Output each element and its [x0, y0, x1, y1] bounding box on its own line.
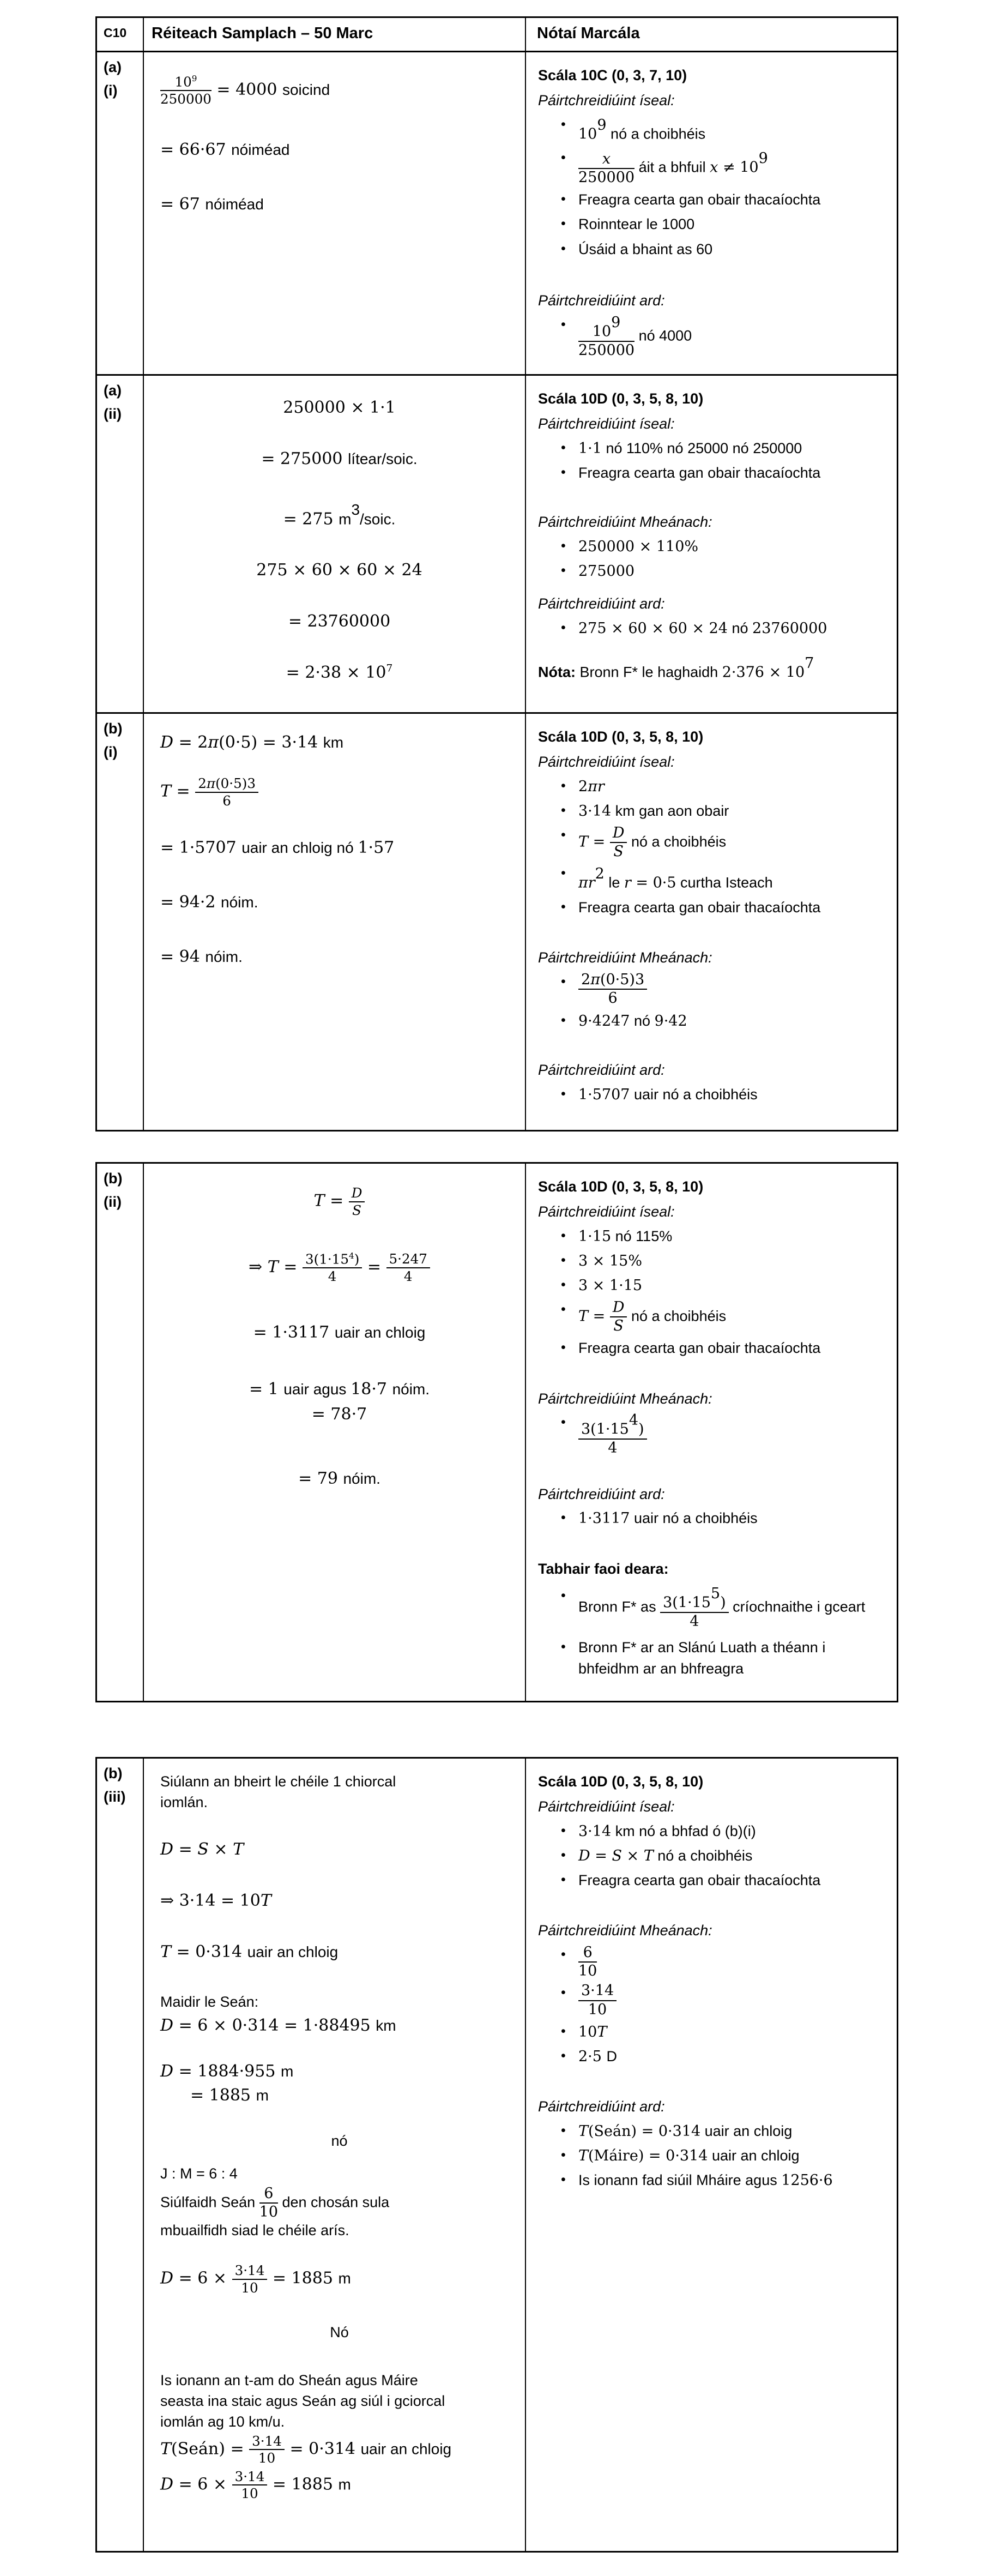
- note-bullet: [538, 1870, 888, 1891]
- solution-line: ⇒ T = $\frac{3(1\cdot 15^4)}{4}$ = $\frac{5\cdot 247}{4}$: [160, 1251, 518, 1284]
- marking-table-3: [95, 1757, 898, 2553]
- note-bullet: [538, 897, 888, 918]
- note-bullet: [538, 863, 888, 894]
- note-line: Nóta: Bronn F* le haghaidh 2·376 × 107: [538, 654, 814, 681]
- credit-heading: Páirtchreidiúint ard:: [538, 1485, 665, 1502]
- bullet-text: [578, 1412, 888, 1456]
- spacer: [538, 484, 888, 508]
- bullet-text: T = $\frac{D}{S}$ nó a choibhéis: [578, 1299, 727, 1335]
- bullet-icon: •: [561, 899, 566, 915]
- solution-column-header: Réiteach Samplach – 50 Marc: [144, 18, 526, 51]
- row-label: [97, 52, 144, 374]
- solution-line: 250000 × 1·1: [283, 398, 396, 417]
- bullet-icon: •: [561, 2172, 566, 2188]
- fraction: $\frac{x}{250000}$: [578, 150, 635, 186]
- solution-cell: [144, 52, 526, 374]
- note-bullet: [538, 438, 888, 459]
- bullet-icon: •: [561, 240, 566, 256]
- bullet-text: 250000 × 110%: [578, 538, 699, 555]
- solution-cell: [144, 376, 526, 712]
- bullet-icon: •: [561, 150, 566, 166]
- fraction: $\frac{2\pi(0\cdot 5)3}{6}$: [578, 972, 647, 1007]
- scale-heading: Scála 10C (0, 3, 7, 10): [538, 67, 687, 83]
- bullet-icon: •: [561, 1946, 566, 1962]
- solution-line: = 1 uair agus 18·7 nóim.: [249, 1379, 430, 1399]
- bullet-icon: •: [561, 974, 566, 990]
- question-id: C10: [97, 18, 144, 51]
- bullet-icon: •: [561, 538, 566, 553]
- spacer: [538, 1530, 888, 1555]
- row-label-line: (a): [104, 59, 122, 75]
- solution-line: = 79 nóim.: [298, 1468, 380, 1488]
- bullet-text: T(Máire) = 0·314 uair an chloig: [578, 2147, 800, 2164]
- note-bullet: [538, 776, 888, 797]
- bullet-icon: •: [561, 2147, 566, 2163]
- row-label-line: (i): [104, 744, 118, 761]
- solution-line: nó: [331, 2133, 348, 2150]
- bullet-text: Roinntear le 1000: [578, 216, 695, 233]
- note-bullet: [538, 239, 888, 260]
- solution-line: ⇒ 3·14 = 10T: [160, 1891, 271, 1910]
- solution-line: = 67 nóiméad: [160, 194, 264, 214]
- bullet-icon: •: [561, 1415, 566, 1430]
- bullet-text: 1·3117 uair nó a choibhéis: [578, 1510, 758, 1527]
- solution-cell: [144, 1759, 526, 2551]
- spacer: [538, 1359, 888, 1385]
- solution-cell: [144, 714, 526, 1130]
- bullet-text: T = $\frac{D}{S}$ nó a choibhéis: [578, 824, 727, 860]
- scale-heading: Scála 10D (0, 3, 5, 8, 10): [538, 729, 704, 745]
- bullet-icon: •: [561, 1510, 566, 1526]
- bullet-icon: •: [561, 2048, 566, 2063]
- fraction: $\frac{D}{S}$: [349, 1185, 365, 1218]
- notes-cell: [526, 52, 897, 374]
- credit-heading: Páirtchreidiúint íseal:: [538, 415, 675, 432]
- scale-heading: Scála 10D (0, 3, 5, 8, 10): [538, 390, 704, 407]
- bullet-text: 1·15 nó 115%: [578, 1227, 673, 1245]
- note-bullet: [538, 825, 888, 860]
- note-bullet: [538, 1845, 888, 1867]
- solution-line: Maidir le Seán:: [160, 1993, 259, 2010]
- bullet-text: [578, 1945, 888, 1979]
- bullet-text: $\frac{109}{250000}$ nó 4000: [578, 314, 692, 359]
- solution-line: = 23760000: [288, 612, 391, 631]
- table-row: [97, 712, 897, 1130]
- solution-line: T = $\frac{2\pi(0\cdot 5)3}{6}$: [160, 776, 518, 808]
- table-row: [97, 1759, 897, 2551]
- credit-heading: Páirtchreidiúint íseal:: [538, 1798, 675, 1815]
- bullet-icon: •: [561, 2122, 566, 2138]
- fraction: $\frac{3\cdot 14}{10}$: [578, 1983, 617, 2018]
- credit-heading: Páirtchreidiúint Mheánach:: [538, 949, 712, 966]
- bullet-icon: •: [561, 464, 566, 480]
- note-bullet: [538, 536, 888, 557]
- spacer: [538, 1891, 888, 1916]
- bullet-text: 3·14 km nó a bhfad ó (b)(i): [578, 1822, 756, 1840]
- fraction: $\frac{3(1\cdot 154)}{4}$: [578, 1412, 647, 1456]
- note-bullet: [538, 2046, 888, 2067]
- bullet-text: 3 × 15%: [578, 1252, 642, 1269]
- credit-heading: Páirtchreidiúint Mheánach:: [538, 513, 712, 530]
- fraction: $\frac{3(1\cdot 155)}{4}$: [660, 1586, 729, 1630]
- bullet-icon: •: [561, 1871, 566, 1887]
- solution-line: = 94 nóim.: [160, 947, 243, 967]
- bullet-icon: •: [561, 1252, 566, 1268]
- fraction: $\frac{10^9}{250000}$: [160, 74, 212, 107]
- note-bullet: [538, 148, 888, 186]
- bullet-text: D = S × T nó a choibhéis: [578, 1847, 753, 1864]
- note-bullet: [538, 1508, 888, 1529]
- notes-cell: [526, 1759, 897, 2551]
- row-label-line: (b): [104, 1765, 123, 1781]
- fraction: $\frac{109}{250000}$: [578, 314, 635, 359]
- note-bullet: [538, 801, 888, 822]
- row-label-line: (b): [104, 1170, 123, 1187]
- table-row: [97, 52, 897, 374]
- solution-line: = 66·67 nóiméad: [160, 140, 290, 159]
- bullet-text: 1·5707 uair nó a choibhéis: [578, 1086, 758, 1103]
- bullet-icon: •: [561, 316, 566, 332]
- bullet-text: 2·5 D: [578, 2048, 618, 2065]
- fraction: $\frac{D}{S}$: [610, 1299, 627, 1334]
- bullet-icon: •: [561, 778, 566, 793]
- solution-line: = 94·2 nóim.: [160, 893, 258, 912]
- solution-line: = 275 m3/soic.: [283, 501, 396, 529]
- note-bullet: [538, 1226, 888, 1247]
- solution-line: 275 × 60 × 60 × 24: [256, 561, 422, 580]
- solution-line: Siúlfaidh Seán $\frac{6}{10}$ den chosán sula mbuailfidh siad le chéile arís.: [160, 2184, 390, 2239]
- solution-line: D = 1884·955 m: [160, 2062, 294, 2081]
- bullet-icon: •: [561, 562, 566, 578]
- solution-line: D = 6 × $\frac{3\cdot 14}{10}$ = 1885 m: [160, 2468, 351, 2502]
- bullet-icon: •: [561, 865, 566, 881]
- bullet-text: $\frac{x}{250000}$ áit a bhfuil x ≠ 109: [578, 150, 768, 186]
- row-label-line: (ii): [104, 406, 122, 423]
- solution-line: T = $\frac{D}{S}$: [160, 1185, 518, 1218]
- bullet-icon: •: [561, 191, 566, 207]
- bullet-text: 3·14 km gan aon obair: [578, 802, 729, 820]
- scale-heading: Scála 10D (0, 3, 5, 8, 10): [538, 1773, 704, 1790]
- bullet-icon: •: [561, 440, 566, 455]
- row-label: [97, 1164, 144, 1701]
- solution-line: D = 6 × $\frac{3\cdot 14}{10}$ = 1885 m: [160, 2262, 351, 2296]
- solution-line: D = 6 × 0·314 = 1·88495 km: [160, 2016, 396, 2036]
- note-bullet: [538, 2170, 888, 2191]
- note-bullet: [538, 1299, 888, 1334]
- note-bullet: [538, 189, 888, 210]
- solution-line: $\frac{10^9}{250000}$ = 4000 soicind: [160, 74, 330, 107]
- bullet-icon: •: [561, 216, 566, 232]
- note-bullet: [538, 115, 888, 145]
- bullet-text: 2πr: [578, 778, 605, 795]
- bullet-text: Freagra cearta gan obair thacaíochta: [578, 899, 821, 916]
- solution-line: D = S × T: [160, 1839, 244, 1859]
- bullet-icon: •: [561, 2023, 566, 2039]
- bullet-text: T(Seán) = 0·314 uair an chloig: [578, 2122, 793, 2140]
- note-bullet: [538, 1338, 888, 1359]
- note-bullet: [538, 462, 888, 484]
- bullet-text: Úsáid a bhaint as 60: [578, 240, 713, 257]
- fraction: $\frac{3\cdot 14}{10}$: [232, 2469, 268, 2501]
- note-bullet: [538, 315, 888, 359]
- bullet-icon: •: [561, 116, 566, 132]
- note-bullet: [538, 1821, 888, 1842]
- spacer: [538, 918, 888, 943]
- solution-line: = $2\cdot 38 \times 10^7$: [286, 663, 393, 683]
- bullet-icon: •: [561, 1340, 566, 1356]
- bullet-text: 10T: [578, 2023, 607, 2041]
- scale-heading: Scála 10D (0, 3, 5, 8, 10): [538, 1178, 704, 1195]
- credit-heading: Páirtchreidiúint Mheánach:: [538, 1922, 712, 1939]
- table-row: [97, 1164, 897, 1701]
- credit-heading: Páirtchreidiúint ard:: [538, 2098, 665, 2115]
- bullet-icon: •: [561, 1847, 566, 1863]
- solution-line: = 275000 lítear/soic.: [261, 449, 418, 468]
- fraction: $\frac{6}{10}$: [259, 2184, 278, 2221]
- spacer: [538, 1032, 888, 1056]
- solution-line: = 1·5707 uair an chloig nó 1·57: [160, 838, 395, 858]
- bullet-text: Bronn F* as $\frac{3(1\cdot 155)}{4}$ críochnaithe i gceart: [578, 1585, 866, 1630]
- spacer: [538, 260, 888, 286]
- row-label-line: (i): [104, 82, 118, 99]
- bullet-icon: •: [561, 1588, 566, 1604]
- note-bullet: [538, 972, 888, 1007]
- bullet-text: 275000: [578, 562, 635, 580]
- marking-table-1: [95, 16, 898, 1131]
- fraction: $\frac{3(1\cdot 15^4)}{4}$: [303, 1251, 362, 1284]
- bullet-text: [578, 972, 888, 1007]
- bullet-icon: •: [561, 1227, 566, 1243]
- note-bullet: [538, 2145, 888, 2166]
- solution-line: = 78·7: [311, 1404, 367, 1424]
- note-bullet: [538, 214, 888, 235]
- fraction: $\frac{2\pi(0\cdot 5)3}{6}$: [195, 776, 258, 808]
- solution-cell: [144, 1164, 526, 1701]
- row-label-line: (ii): [104, 1194, 122, 1211]
- notes-cell: [526, 714, 897, 1130]
- solution-line: T(Seán) = $\frac{3\cdot 14}{10}$ = 0·314 uair an chloig: [160, 2433, 452, 2466]
- note-bullet: [538, 1586, 888, 1630]
- row-label: [97, 1759, 144, 2551]
- spacer: [538, 1457, 888, 1480]
- solution-line: Is ionann an t-am do Sheán agus Máire seasta ina staic agus Seán ag siúl i gciorcal iomlán ag 10 km/u.: [160, 2372, 445, 2430]
- note-bullet: [538, 1983, 888, 2018]
- credit-heading: Páirtchreidiúint íseal:: [538, 92, 675, 109]
- note-bullet: [538, 561, 888, 582]
- bullet-icon: •: [561, 619, 566, 635]
- bullet-icon: •: [561, 1822, 566, 1838]
- solution-line: T = 0·314 uair an chloig: [160, 1942, 339, 1961]
- row-label: [97, 376, 144, 712]
- bullet-text: Freagra cearta gan obair thacaíochta: [578, 1340, 821, 1357]
- bullet-text: Bronn F* ar an Slánú Luath a théann i bhfeidhm ar an bhfreagra: [578, 1639, 826, 1677]
- bullet-text: 3 × 1·15: [578, 1277, 643, 1294]
- bullet-text: 275 × 60 × 60 × 24 nó 23760000: [578, 619, 827, 637]
- note-heading: Tabhair faoi deara:: [538, 1560, 669, 1577]
- note-bullet: [538, 2021, 888, 2043]
- bullet-text: Freagra cearta gan obair thacaíochta: [578, 191, 821, 208]
- note-bullet: [538, 1637, 888, 1680]
- fraction: $\frac{3\cdot 14}{10}$: [232, 2263, 268, 2295]
- row-label-line: (b): [104, 720, 123, 737]
- solution-line: = 1·3117 uair an chloig: [253, 1322, 426, 1342]
- credit-heading: Páirtchreidiúint íseal:: [538, 1203, 675, 1220]
- bullet-icon: •: [561, 1302, 566, 1317]
- credit-heading: Páirtchreidiúint íseal:: [538, 753, 675, 770]
- solution-line: D = 2π(0·5) = 3·14 km: [160, 733, 344, 752]
- marking-table-2: [95, 1162, 898, 1702]
- solution-line: J : M = 6 : 4: [160, 2165, 238, 2182]
- row-label-line: (a): [104, 382, 122, 399]
- notes-cell: [526, 1164, 897, 1701]
- row-label: [97, 714, 144, 1130]
- bullet-text: Freagra cearta gan obair thacaíochta: [578, 1871, 821, 1888]
- solution-line: = 1885 m: [190, 2086, 269, 2105]
- fraction: $\frac{D}{S}$: [610, 825, 627, 860]
- bullet-text: Is ionann fad siúil Mháire agus 1256·6: [578, 2172, 833, 2189]
- fraction: $\frac{6}{10}$: [578, 1943, 597, 1980]
- bullet-text: [578, 1983, 888, 2018]
- bullet-icon: •: [561, 1086, 566, 1102]
- note-bullet: [538, 618, 888, 639]
- row-label-line: (iii): [104, 1789, 126, 1805]
- note-bullet: [538, 1412, 888, 1456]
- credit-heading: Páirtchreidiúint ard:: [538, 292, 665, 309]
- credit-heading: Páirtchreidiúint ard:: [538, 1061, 665, 1078]
- bullet-icon: •: [561, 1277, 566, 1292]
- fraction: $\frac{5\cdot 247}{4}$: [386, 1251, 430, 1284]
- table-row: [97, 374, 897, 712]
- bullet-icon: •: [561, 1012, 566, 1028]
- credit-heading: Páirtchreidiúint Mheánach:: [538, 1390, 712, 1407]
- note-bullet: [538, 2121, 888, 2142]
- bullet-text: 1·1 nó 110% nó 25000 nó 250000: [578, 440, 802, 457]
- bullet-text: πr2 le r = 0·5 curtha Isteach: [578, 865, 773, 892]
- bullet-icon: •: [561, 1985, 566, 2001]
- credit-heading: Páirtchreidiúint ard:: [538, 595, 665, 612]
- note-bullet: [538, 1945, 888, 1979]
- note-bullet: [538, 1250, 888, 1272]
- note-bullet: [538, 1275, 888, 1296]
- note-bullet: [538, 1084, 888, 1105]
- bullet-icon: •: [561, 1639, 566, 1654]
- notes-column-header: Nótaí Marcála: [537, 25, 640, 42]
- note-bullet: [538, 1010, 888, 1032]
- spacer: [538, 2067, 888, 2092]
- solution-line: Nó: [330, 2324, 349, 2341]
- bullet-text: Freagra cearta gan obair thacaíochta: [578, 464, 821, 481]
- notes-cell: [526, 376, 897, 712]
- solution-line: Siúlann an bheirt le chéile 1 chiorcal iomlán.: [160, 1773, 396, 1810]
- bullet-icon: •: [561, 802, 566, 818]
- bullet-text: 9·4247 nó 9·42: [578, 1012, 687, 1030]
- fraction: $\frac{3\cdot 14}{10}$: [249, 2434, 285, 2466]
- bullet-icon: •: [561, 827, 566, 842]
- bullet-text: 109 nó a choibhéis: [578, 116, 706, 143]
- header-row: [97, 18, 897, 52]
